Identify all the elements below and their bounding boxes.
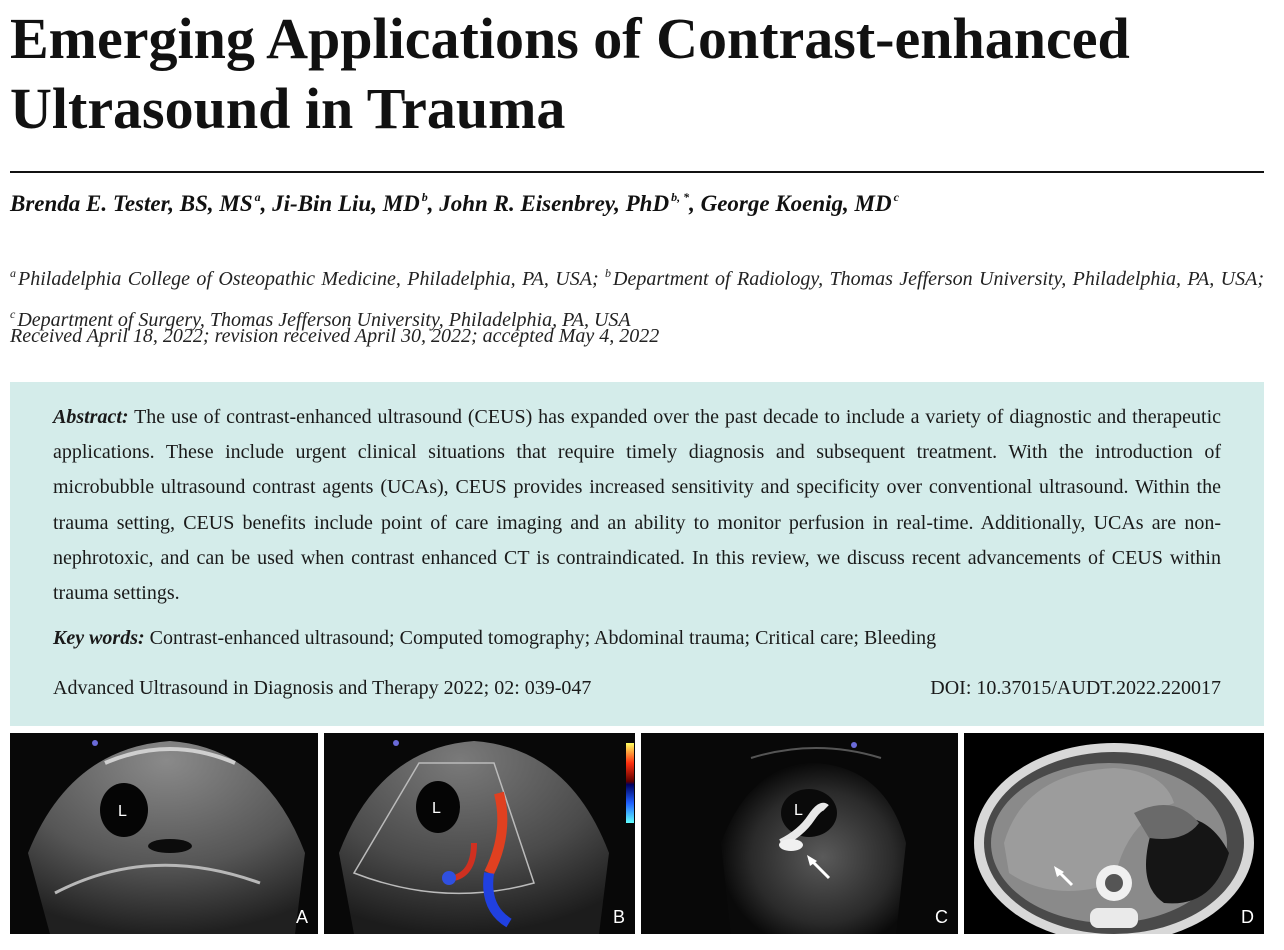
keywords-line — [53, 627, 936, 650]
lesion-label-c: L — [794, 802, 803, 819]
author-name: Brenda E. Tester, BS, MS — [10, 191, 253, 216]
title-divider — [10, 171, 1264, 173]
author-name: George Koenig, MD — [700, 191, 892, 216]
author-name: Ji-Bin Liu, MD — [272, 191, 420, 216]
author-list — [10, 190, 1270, 217]
author-affiliation-mark: a — [254, 190, 261, 204]
affiliation-mark: c — [10, 307, 16, 321]
paper-title: Emerging Applications of Contrast-enhanced Ultrasound in Trauma — [10, 6, 1130, 141]
received-dates: Received April 18, 2022; revision received April 30, 2022; accepted May 4, 2022 — [10, 325, 660, 347]
figure-panel-c — [641, 733, 958, 934]
lesion-label-b: L — [432, 800, 441, 817]
keywords-label: Key words: — [53, 627, 145, 649]
panel-label-d: D — [1241, 907, 1254, 927]
lesion-label-a: L — [118, 803, 127, 820]
abstract-label: Abstract: — [53, 406, 129, 428]
ct-image-d — [964, 733, 1264, 934]
author-separator: , — [260, 191, 273, 216]
affiliation-mark: b — [605, 266, 612, 280]
affiliation-mark: a — [10, 266, 16, 280]
abstract-text: The use of contrast-enhanced ultrasound (CEUS) has expanded over the past decade to include a variety of diagnostic and therapeutic applications. These include urgent clinical situations that require timely diagnosis and subsequent treatment. With the introduction of microbubble ultrasound contrast agents (UCAs), CEUS provides increased sensitivity and specificity over conventional ultrasound. Within the trauma setting, CEUS benefits include point of care imaging and an ability to monitor perfusion in real-time. Additionally, UCAs are non-nephrotoxic, and can be used when contrast enhanced CT is contraindicated. In this review, we discuss recent advancements of CEUS within trauma settings. — [53, 406, 1222, 605]
panel-label-a: A — [295, 907, 308, 927]
figure-panel-a — [10, 733, 318, 934]
doppler-image-b — [324, 733, 635, 934]
ceus-image-c — [641, 733, 958, 934]
author-name: John R. Eisenbrey, PhD — [439, 191, 670, 216]
author-separator: , — [427, 191, 440, 216]
panel-label-c: C — [935, 907, 948, 927]
author-affiliation-mark: b, * — [671, 190, 690, 204]
figure-panel-d — [964, 733, 1264, 934]
figure-panel-b — [324, 733, 635, 934]
author-affiliation-mark: b — [421, 190, 428, 204]
keywords-text: Contrast-enhanced ultrasound; Computed tomography; Abdominal trauma; Critical care; Bleeding — [149, 627, 937, 649]
doi: DOI: 10.37015/AUDT.2022.220017 — [930, 677, 1221, 699]
affiliation-text: Department of Radiology, Thomas Jefferson University, Philadelphia, PA, USA; — [613, 268, 1265, 290]
figure-strip — [10, 733, 1264, 934]
journal-citation: Advanced Ultrasound in Diagnosis and Therapy 2022; 02: 039-047 — [53, 677, 592, 699]
abstract-box — [10, 382, 1264, 726]
abstract-paragraph — [53, 400, 1221, 611]
author-separator: , — [689, 191, 701, 216]
affiliation-text: Department of Surgery, Thomas Jefferson University, Philadelphia, PA, USA — [17, 309, 631, 331]
ultrasound-image-a — [10, 733, 318, 934]
panel-label-b: B — [612, 907, 625, 927]
affiliation-text: Philadelphia College of Osteopathic Medicine, Philadelphia, PA, USA; — [18, 268, 599, 290]
author-affiliation-mark: c — [893, 190, 899, 204]
